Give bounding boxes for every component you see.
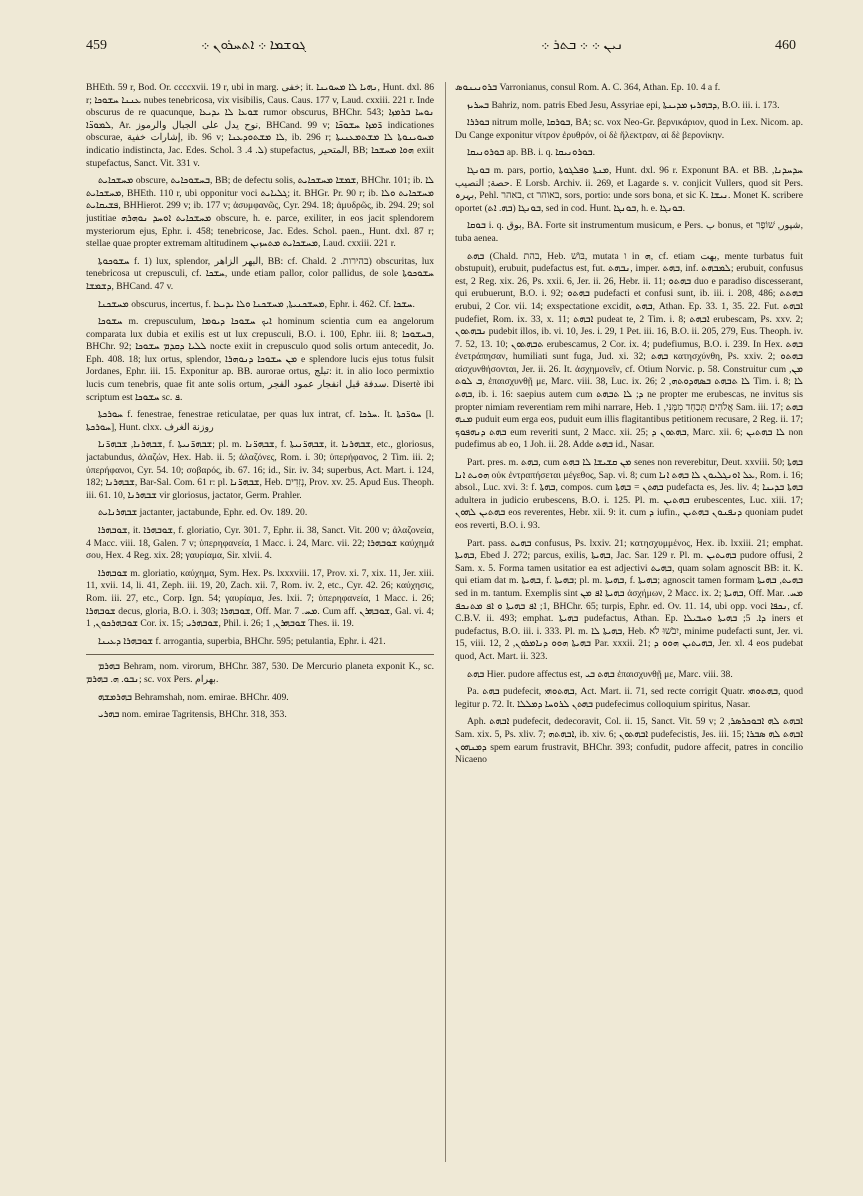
- dictionary-entry: ܫܒܗܪܢܐ, ܫܒܗܪ̈ܢܐ, f. ܫܒܗܪ̈ܢܝܬܐ; pl. m. ܫܒܗܪ̈ܢܐ, f. ܫܒܗܪ̈ܢܝܬܐ, it. ܫܒܗܪܢܐ, etc., gloriosus, jactabundus, ἀλαζών, Hex. Hab. ii. 5; ἀλαζόνες, Rom. i. 30; ὑπερήφανος, 2 Tim. iii. 2; ὑπερήφανοι, Cyr. 54. 10; σοβαρός, ib. 67. 16; id., Sir. iv. 34; superbus, Act. Mart. i. 124, 182; ܫܒܗܪܢܐ, Bar-Sal. Com. 61 r: pl. ܫܒܗܪ̈ܢܐ, Heb. נְזִדִים, Prov. xv. 25. Apud Eus. Theoph. iii. 61. 10, ܫܒܗܪܢܐ vir gloriosus, jactator, Germ. Prahler.: [86, 439, 434, 501]
- page-number-right: 460: [775, 38, 796, 53]
- dictionary-entry: ܫܘܒܗܪܐ m. gloriatio, καύχημα, Sym. Hex. Ps. lxxxviii. 17, Prov. xi. 7, xix. 11, Jer. xiii. 11, xvii. 14, li. 41, Zeph. iii. 19, 20, Zach. xii. 7, Rom. iv. 2, etc., Cyr. 42. 26; καύχησις, Rom. iii. 27, etc., Corp. Ign. 54; γαυρίαμα, Jes. lxii. 7; ὑπερηφανεία, 1 Macc. i. 26; ܫܘܒܗܪܐ decus, gloria, B.O. i. 303; ܫܘܒܗܪܐ, Off. Mar. ܡܚ. 7. Cum aff. ܫܘܒܗܪܢ, Gal. vi. 4; ܫܘܒܗܪܟܘܢ, 1 Cor. ix. 15; ܫܘܒܗܪܝ, Phil. i. 26; ܫܘܒܗܪܢ, 1 Thes. ii. 19.: [86, 567, 434, 630]
- column-divider: [445, 82, 446, 1162]
- dictionary-entry: Aph. ܐܒܗܬ pudefecit, dedecoravit, Col. ii. 15, Sanct. Vit. 59 v; ܐܒܗܬ ܠܗ ܐܒܘܟܪܣܪ, 2 Sam. xix. 5, Ps. xliv. 7; ܐܒܗܬܗ, ib. xiv. 6; ܐܒܗܬܘܢ pudefecistis, Jes. iii. 15; ܐܒܗܬ ܠܗ ܣܒܪܐ ܕܡܢܗܘܢ spem earum frustravit, BHChr. 393; confudit, pudore affecit, patres in concilio Nicaeno: [455, 716, 803, 766]
- dictionary-entry: ܚܘܪܟܬܐ f. fenestrae, fenestrae reticulatae, per quas lux intrat, cf. ܚܪܟܐ. It. ܚܘܪ̈ܟܬܐ [l. ܚܘܪܟܬܐ], Hunt. clxx. روزنة الغرف: [86, 409, 434, 433]
- dictionary-entry: ܚܫܘܟܘܬܐ f. 1) lux, splendor, البهر الزاهر, BB: cf. Chald. בהירות. 2) obscuritas, lux tenebricosa ut crepusculi, cf. ܚܫܟܐ, unde etiam pallor, color pallidus, de sole ܚܫܘܟܘܬܐ ܕܫܡܫܐ, BHCand. 47 v.: [86, 255, 434, 292]
- dictionary-entry: ܒܘܩܐ i. q. بوق, BA. Forte sit instrumentum musicum, e Pers. ب bonus, et شپور, שׁוֹפָר, tuba aenea.: [455, 220, 803, 244]
- dictionary-entry: Pa. ܒܗܬ pudefecit, ܒܗܬܘܗܝ, Act. Mart. ii. 71, sed recte corrigit Quatr. ܒܗܬܘܗܝ, quod legitur p. 72. It. ܒܗܬܢ ܠܪܘܚܐ ܕܡܠܠܐ pudefecimus colloquium spiritus, Nasar.: [455, 686, 803, 710]
- dictionary-entry: ܒܗܪܝ nom. emirae Tagritensis, BHChr. 318, 353.: [98, 709, 287, 721]
- dictionary-entry: ܒܘܪܪܐ nitrum molle, ܒܘܪܩܐ, BA; sc. vox Neo-Gr. βερνικάριον, quod in Lex. Nicom. ap. Du Cange exponitur νίτρον ἐρυθρόν, οἱ δὲ ἤλεκτραν, αἱ δὲ βερονίκην.: [455, 117, 803, 141]
- dictionary-entry: ܒܚܪܝܙ Bahriz, nom. patris Ebed Jesu, Assyriae epi, ܕܒܗܪܝܙ ܡܕܝܢܬܐ, B.O. iii. i. 173.: [467, 99, 780, 111]
- dictionary-entry: ܒܗܬ (Chald. בהת, Heb. בּוֹשׁ, mutata ו in ܗ, cf. etiam بهت, mente turbatus fuit obstupuit), erubuit, pudefactus est, fut. ܢܒܗܬ, imper. ܒܗܬ, inf. ܠܡܒܗܬ; erubuit, confusus est, 2 Reg. xix. 26, Ps. xxii. 6, Jer. ii. 26, Hebr. ii. 11; ܒܗܬܘ duo e paradiso discesserant, qui erubuerunt, B.O. i. 92; ܒܗܬܘ pudefacti et confusi sunt, ib. iii. i. 208, 486; ܒܗܬܬ erubui, 2 Cor. vii. 14; exspectatione excidit, ܒܗܬ, Athan. Ep. 33. 1, 35. 22. Fut. ܐܒܗܬ pudefiet, Rom. ix. 33, x. 11; ܐܒܗܬ pudeat te, 2 Tim. i. 8; ܐܒܗܬ erubescam, Ps. xxv. 2; ܢܒܗܬܘܢ pudebit illos, ib. vi. 10, Jes. i. 29, 1 Pet. iii. 16, B.O. ii. 205, 279, Eus. Theoph. iv. 7. 52, 13. 10; ܬܒܗܬܘܢ erubescamus, 2 Cor. ix. 4; pudefiumus, B.O. i. 239. In Hex. ܒܗܬ ἐνετράπησαν, humiliati sunt fuga, Jud. xi. 32; ܒܗܬ κατησχύνθη, Ps. xxiv. 2; ܒܗܬܘ αἰσχυνθήσονται, Jer. ii. 26. It. ἀσχημονεῖν, cf. Otium Norvic. p. 58. Construitur cum ܡܢ, ܒ ܠܘܬ, ἐπαισχυνθῇ με, Marc. viii. 38, Luc. ix. 26; ܠܐ ܬܒܗܬ ܒܣܗܕܘܬܗ, 2 Tim. i. 8; ܠܐ ܒܗܬ, ib. i. 16: saepius autem cum ܕ; ܠܐ ܬܒܗܬ ne propter me erubescas, ne invitus sis propter nimiam reverentiam rem mihi narrare, Heb. אֲלֹהִים תְּכַחֵד מִמֶּנִּי, 1 Sam. iii. 17; ܒܗܬ ܡܢܗ puduit eum erga eos, puduit eum illis flagitantibus petitionem recusare, 2 Reg. ii. 17; ܒܗܬ ܕܢܗܦܘܟ eum reveriti sunt, 2 Macc. xii. 25; ܒܗܬܘܢ ܕ, Marc. xii. 6; ܠܐ ܒܗܬܝܢ non pudefimus ab eo, 1 Joh. ii. 28. Adde ܒܗܬ id., Nasar.: [455, 250, 803, 451]
- dictionary-entry: ܫܘܒܗܪܐ, it. ܫܘܒܗܪܐ, f. gloriatio, Cyr. 301. 7, Ephr. ii. 38, Sanct. Vit. 200 v; ἀλαζονεία, 4 Macc. viii. 18, Galen. 7 v; ὑπερηφανεία, 1 Macc. i. 24, Marc. vii. 22; ܫܘܒܗܪܐ καύχημά σου, Hex. 4 Reg. xix. 28; γαυρίαμα, Sir. xlvii. 4.: [86, 525, 434, 562]
- dictionary-entry: ܡܚܫܟܐܝܬ obscure, ܒܚܫܘܟܐܝܬ, BB; de defectu solis, ܫܡܫܐ ܡܚܫܟܐܝܬ, BHChr. 101; ib. ܠܐ ܡܚܫܟܐܝܬ, BHEth. 110 r, ubi opponitur voci ܓܠܝܐܝܬ; it. BHGr. Pr. 90 r; ib. ܡܚܫܟܐܝܬ ܘܠܐ ܦܫܝܩܐܝܬ, BHHierot. 299 v; ib. 177 v; ἀσυμφανῶς, Cyr. 294. 18; ἀμυδρῶς, ib. 294. 29; sol justitiae ܡܚܫܟܐܝܬ ܐܘܚܕ ܢܘܗܪܗ obscure, h. e. parce, exiliter, in eos jacit splendorem mysteriorum ejus, Ephr. i. 458; tenebricose, Jac. Edes. Schol. paen., Hunt. dxl. 87 r; stellae quae propter extremam altitudinem ܡܚܫܟܐܝܬ ܡܬܚܙܝܢ, Laud. cxxiii. 221 r.: [86, 175, 434, 250]
- dictionary-entry: ܒܗܪܡܫܗ Behramshah, nom. emirae. BHChr. 409.: [98, 691, 289, 703]
- page-number-left: 459: [86, 38, 107, 53]
- dictionary-entry: ܒܗܬ Hier. pudore affectus est, ܒܗܬ ܒܝ ἐπαισχυνθῇ με, Marc. viii. 38.: [467, 668, 733, 680]
- dictionary-entry: ܒܪܘܢܝܢܘܣ Varronianus, consul Rom. A. C. 364, Athan. Ep. 10. 4 a f.: [455, 82, 721, 93]
- dictionary-entry: ܒܘܢܓܐ m. pars, portio, ܡܢܬܐ ܘܦܠܓܘܬܐ, Hunt. dxl. 96 r. Exponunt BA. et BB. ܚܕܚܕܢܐ, حصة; النصيب. E Lorsb. Archiv. ii. 269, et Lagarde s. v. conjicit Vullers, quod sit Pers. بہرہ, Pehl. באהר, ct באוהר, sors, portio: unde sors bona, et sic K. ܢܝܫܐ. Monet K. scribere oportet ܒܘܢܓܐ (ܒܗ. ܐܬ), sed in cod. Hunt. ܒܘܢܓܐ, h. e. ܒܘܢܓܐ.: [455, 164, 803, 214]
- dictionary-entry: ܒܗܪܡ Behram, nom. virorum, BHChr. 387, 530. De Mercurio planeta exponit K., sc. ܢܒܘ. ܗ. ܒܗܪܡ; sc. vox Pers. بهرام.: [86, 661, 434, 685]
- dictionary-entry: ܫܒܗܪܢܐܝܬ jactanter, jactabunde, Ephr. ed. Ov. 189. 20.: [98, 507, 308, 519]
- right-column: [455, 82, 803, 1162]
- section-rule: [86, 654, 434, 655]
- dictionary-entry: ܫܘܒܗܪܐ ܕܥܝܢܐ f. arrogantia, superbia, BHChr. 595; petulantia, Ephr. i. 421.: [98, 635, 386, 647]
- dictionary-entry: Part. pres. m. ܒܗܬ, cum ܡܢ ܩܫܝܫܐ ܠܐ ܒܗܬ senes non reverebitur, Deut. xxviii. 50; ܒܗܬܐ ܗܘܝܬ ܐܢܐ οὐκ ἐντραπήσεται μέγεθος, Sap. vi. 8; cum ܥܠ ܐܘܢܓܠܝܘܢ ܠܐ ܒܗܬ ܐܢܐ, Rom. i. 16; absol., Luc. xvi. 3: f. ܒܗܬܐ, compos. cum ܒܗܬܢ = ܒܗܬܐ pudefacta es, Jes. liv. 4; ܒܗܬܐ ܒܕܝܢܐ adultera in judicio erubescens, B.O. i. 125. Pl. m. ܒܗܬܝܢ erubescentes, Luc. xiii. 17; ܒܗܬܝܢ ܠܗܘܢ eos reverentes, Hebr. xii. 9: it. cum ܕ iufin., ܕܢܦܢܘܢ ܒܗܬܝܢ quoniam pudet eos reverti, B.O. i. 93.: [455, 457, 803, 531]
- dictionary-entry: ܒܘܪܘܢܝܩܐ ap. BB. i. q. ܒܘܪܘܢܝܩܐ.: [467, 147, 596, 159]
- dictionary-entry: BHEth. 59 r, Bod. Or. ccccxvii. 19 r, ubi in marg. خفى; it. ܢܗܝܐ ܠܐ ܡܚܘܝܢܐ, Hunt. dxl. 86 r; ܥܢܢܐ ܚܫܘܟܐ nubes tenebricosa, vix visibilis, Caus. Caus. 177 v, Laud. cxxiii. 221 r. Inde obscurus de re quacunque, ܫܘܥܐ ܠܐ ܝܕܝܥܐ rumor obscurus, BHChr. 543; ܢܘܚܐ ܒܪܡܙܐ ܠܡܘܖ̈ܐ, Ar. نوح يدل على الجبال والرموز, BHCand. 99 v; ܪ̈ܡܙܐ ܚܫܘܟ̈ܐ indicationes obscurae, إشارات خفية, ib. 96 v; ܠܐ ܡܫܬܘܕܥܢܐ, ib. 296 r; ܡܚܘܝܢܘܬܐ ܠܐ ܡܫܬܡܥܢܝܬܐ indicatio indistincta, Jac. Edes. Schol. ܠ. 4. 3) stupefactus, المتحير, BB; ܗܘܐ ܡܚܫܟܐ exiit stupefactus, Sanct. Vit. 331 v.: [86, 82, 434, 169]
- running-head: [86, 38, 796, 60]
- running-title-left: ܓܘܫܡܐ ܀ ܐܬܚܪܘܢ ܀: [201, 38, 307, 53]
- dictionary-entry: Part. pass. ܒܗܝܬ confusus, Ps. lxxiv. 21; κατησχυμμένος, Hex. ib. lxxiii. 21; emphat. ܒܗܝܬܐ, Ebed J. 272; parcus, exilis, ܒܗܝܬܐ, Jac. Sar. 129 r. Pl. m. ܒܗܝܬܝܢ pudore offusi, 2 Sam. x. 5. Forma tamen usitatior ea est adjectivi ܒܗܝܬ, quam solam agnoscit BB: it. K. qui etiam dat m. ܒܗܝܬܐ, f. ܒܗܝܬܐ; pl. m. ܒܗܝܬܐ, f. ܒܗܝܬܐ; agnoscit tamen formam ܒܗܝܬ, ܒܗܝܬܐ sed in m. tantum. Exemplis sint ܒܗܝܬܐ ܐܦ ܡܢ ἀσχήμων, 2 Macc. ix. 2; ܒܗܝܬܐ, Off. Mar. ܡܚ. 1; ܐܦ ܒܗܝܬܐ ܘ ܐܦ ܡܬܢܟܦ, BHChr. 65; turpis, Ephr. ed. Ov. 11. 14, ubi opp. voci ܢܟܦܐ, cf. C.B.V. ii. 493; emphat. ܒܗܝܬܐ pudefactus, Athan. Ep. ܕܐ. 5; ܒܗܝܬܐ ܘܚܒܝܠܐ iners et pudefactus, B.O. iii. i. 333. Pl. m. ܒܗܝܬܐ ܠܐ, Heb. יִבֹשׁוּ לֹא, minime pudefacti sunt, Jer. vi. 15, viii. 12, ܒܗܝܬܐ ܗܘܘ ܕܢܐܡܪܘܢ, 2 Par. xxxii. 21; ܒܗܝܬܝܢ ܗܘܘ ܕ, Jer. xl. 4 eos pudebat quod, Act. Mart. ii. 323.: [455, 537, 803, 662]
- running-title-right: ܢܝܢ ܀ ܀ ܒܬܪ ܀: [541, 38, 624, 53]
- left-column: [86, 82, 434, 1162]
- dictionary-entry: ܚܫܘܟܐ m. crepusculum, ܐܝܟ ܚܫܘܟܐ ܕܝܘܡܐ hominum scientia cum ea angelorum comparata lux dubia et exilis est ut lux crepusculi, B.O. i. 100, Ephr. iii. 8; ܒܚܫܘܟܐ, BHChr. 92; ܠܠܝܐ ܕܩܕܡ ܚܫܘܟܐ nocte exiit in crepusculo quod solis ortum antecedit, Jo. Eph. 408. 18; lux ortus, splendor, ܡܢ ܚܫܘܟܐ ܕܢܘܗܪܐ e splendore lucis ejus totus fulsit Jordanes, Ephr. iii. 15. Exponitur ap. BB. aurorae ortus, تبلج: it. in alio loco permixtio lucis cum tenebris, quae fit ante solis ortum, سدفة قبل انفجار عمود الفجر. Disertè ibi scriptum est ܚܫܘܟܐ sc. ܦ.: [86, 316, 434, 403]
- dictionary-entry: ܡܚܫܟܢܐ obscurus, incertus, f. ܡܚܫܟܢܝܬܐ, ܡܚܫܟܢܐ ܘܠܐ ܝܕܝܥܐ, Ephr. i. 462. Cf. ܚܫܟܐ.: [98, 298, 415, 310]
